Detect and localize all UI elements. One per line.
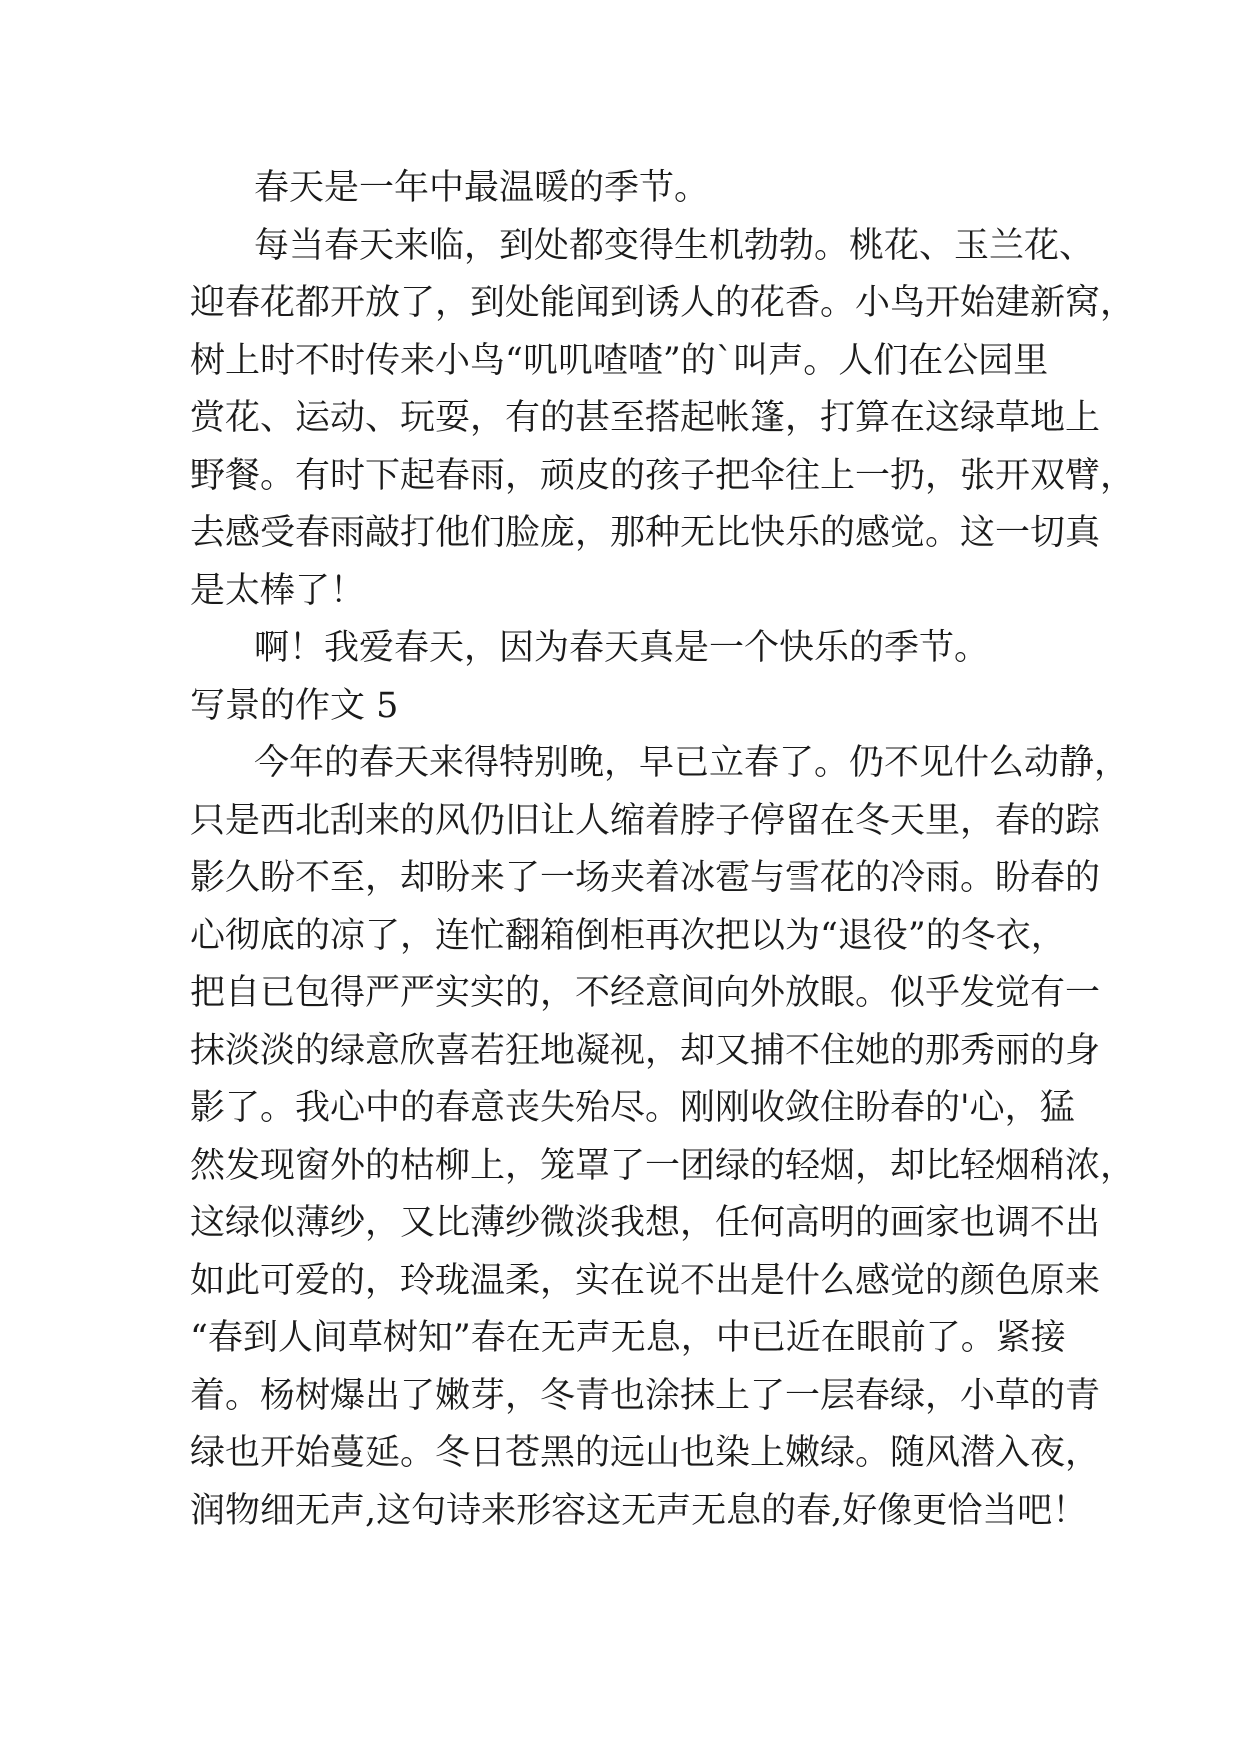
section-heading: 写景的作文 5 [190, 685, 399, 726]
paragraph-line: 润物细无声,这句诗来形容这无声无息的春,好像更恰当吧！ [190, 1490, 1088, 1531]
paragraph-line: 影了。我心中的春意丧失殆尽。刚刚收敛住盼春的'心，猛 [190, 1088, 1075, 1128]
paragraph-line: 绿也开始蔓延。冬日苍黑的远山也染上嫩绿。随风潜入夜， [190, 1433, 1101, 1473]
paragraph-line: 是太棒了！ [190, 570, 366, 611]
paragraph-line: 心彻底的凉了，连忙翻箱倒柜再次把以为“退役”的冬衣， [190, 915, 1066, 956]
paragraph-line: 这绿似薄纱，又比薄纱微淡我想，任何高明的画家也调不出 [190, 1203, 1101, 1243]
paragraph-line: 赏花、运动、玩耍，有的甚至搭起帐篷，打算在这绿草地上 [190, 398, 1101, 438]
paragraph-line: 今年的春天来得特别晚，早已立春了。仍不见什么动静， [254, 743, 1130, 783]
paragraph-line: 去感受春雨敲打他们脸庞，那种无比快乐的感觉。这一切真 [190, 513, 1101, 553]
document-body [190, 160, 1136, 1540]
paragraph-line: 野餐。有时下起春雨，顽皮的孩子把伞往上一扔，张开双臂， [190, 455, 1136, 496]
paragraph-line: 然发现窗外的枯柳上，笼罩了一团绿的轻烟，却比轻烟稍浓， [190, 1145, 1136, 1186]
paragraph-line: 把自已包得严严实实的，不经意间向外放眼。似乎发觉有一 [190, 973, 1101, 1013]
paragraph-line: 着。杨树爆出了嫩芽，冬青也涂抹上了一层春绿，小草的青 [190, 1375, 1101, 1416]
paragraph-line: 迎春花都开放了，到处能闻到诱人的花香。小鸟开始建新窝， [190, 283, 1136, 323]
paragraph-line: 树上时不时传来小鸟“叽叽喳喳”的`叫声。人们在公园里 [190, 340, 1049, 381]
paragraph-line: 只是西北刮来的风仍旧让人缩着脖子停留在冬天里，春的踪 [190, 800, 1101, 841]
paragraph-line: 每当春天来临，到处都变得生机勃勃。桃花、玉兰花、 [254, 225, 1095, 266]
paragraph-line: 春天是一年中最温暖的季节。 [254, 168, 710, 208]
paragraph-line: 如此可爱的，玲珑温柔，实在说不出是什么感觉的颜色原来 [190, 1260, 1101, 1301]
paragraph-line: 啊！我爱春天，因为春天真是一个快乐的季节。 [254, 628, 990, 668]
paragraph-line: 抹淡淡的绿意欣喜若狂地凝视，却又捕不住她的那秀丽的身 [190, 1030, 1101, 1071]
paragraph-line: 影久盼不至，却盼来了一场夹着冰雹与雪花的冷雨。盼春的 [190, 858, 1101, 898]
paragraph-line: “春到人间草树知”春在无声无息，中已近在眼前了。紧接 [190, 1318, 1066, 1358]
